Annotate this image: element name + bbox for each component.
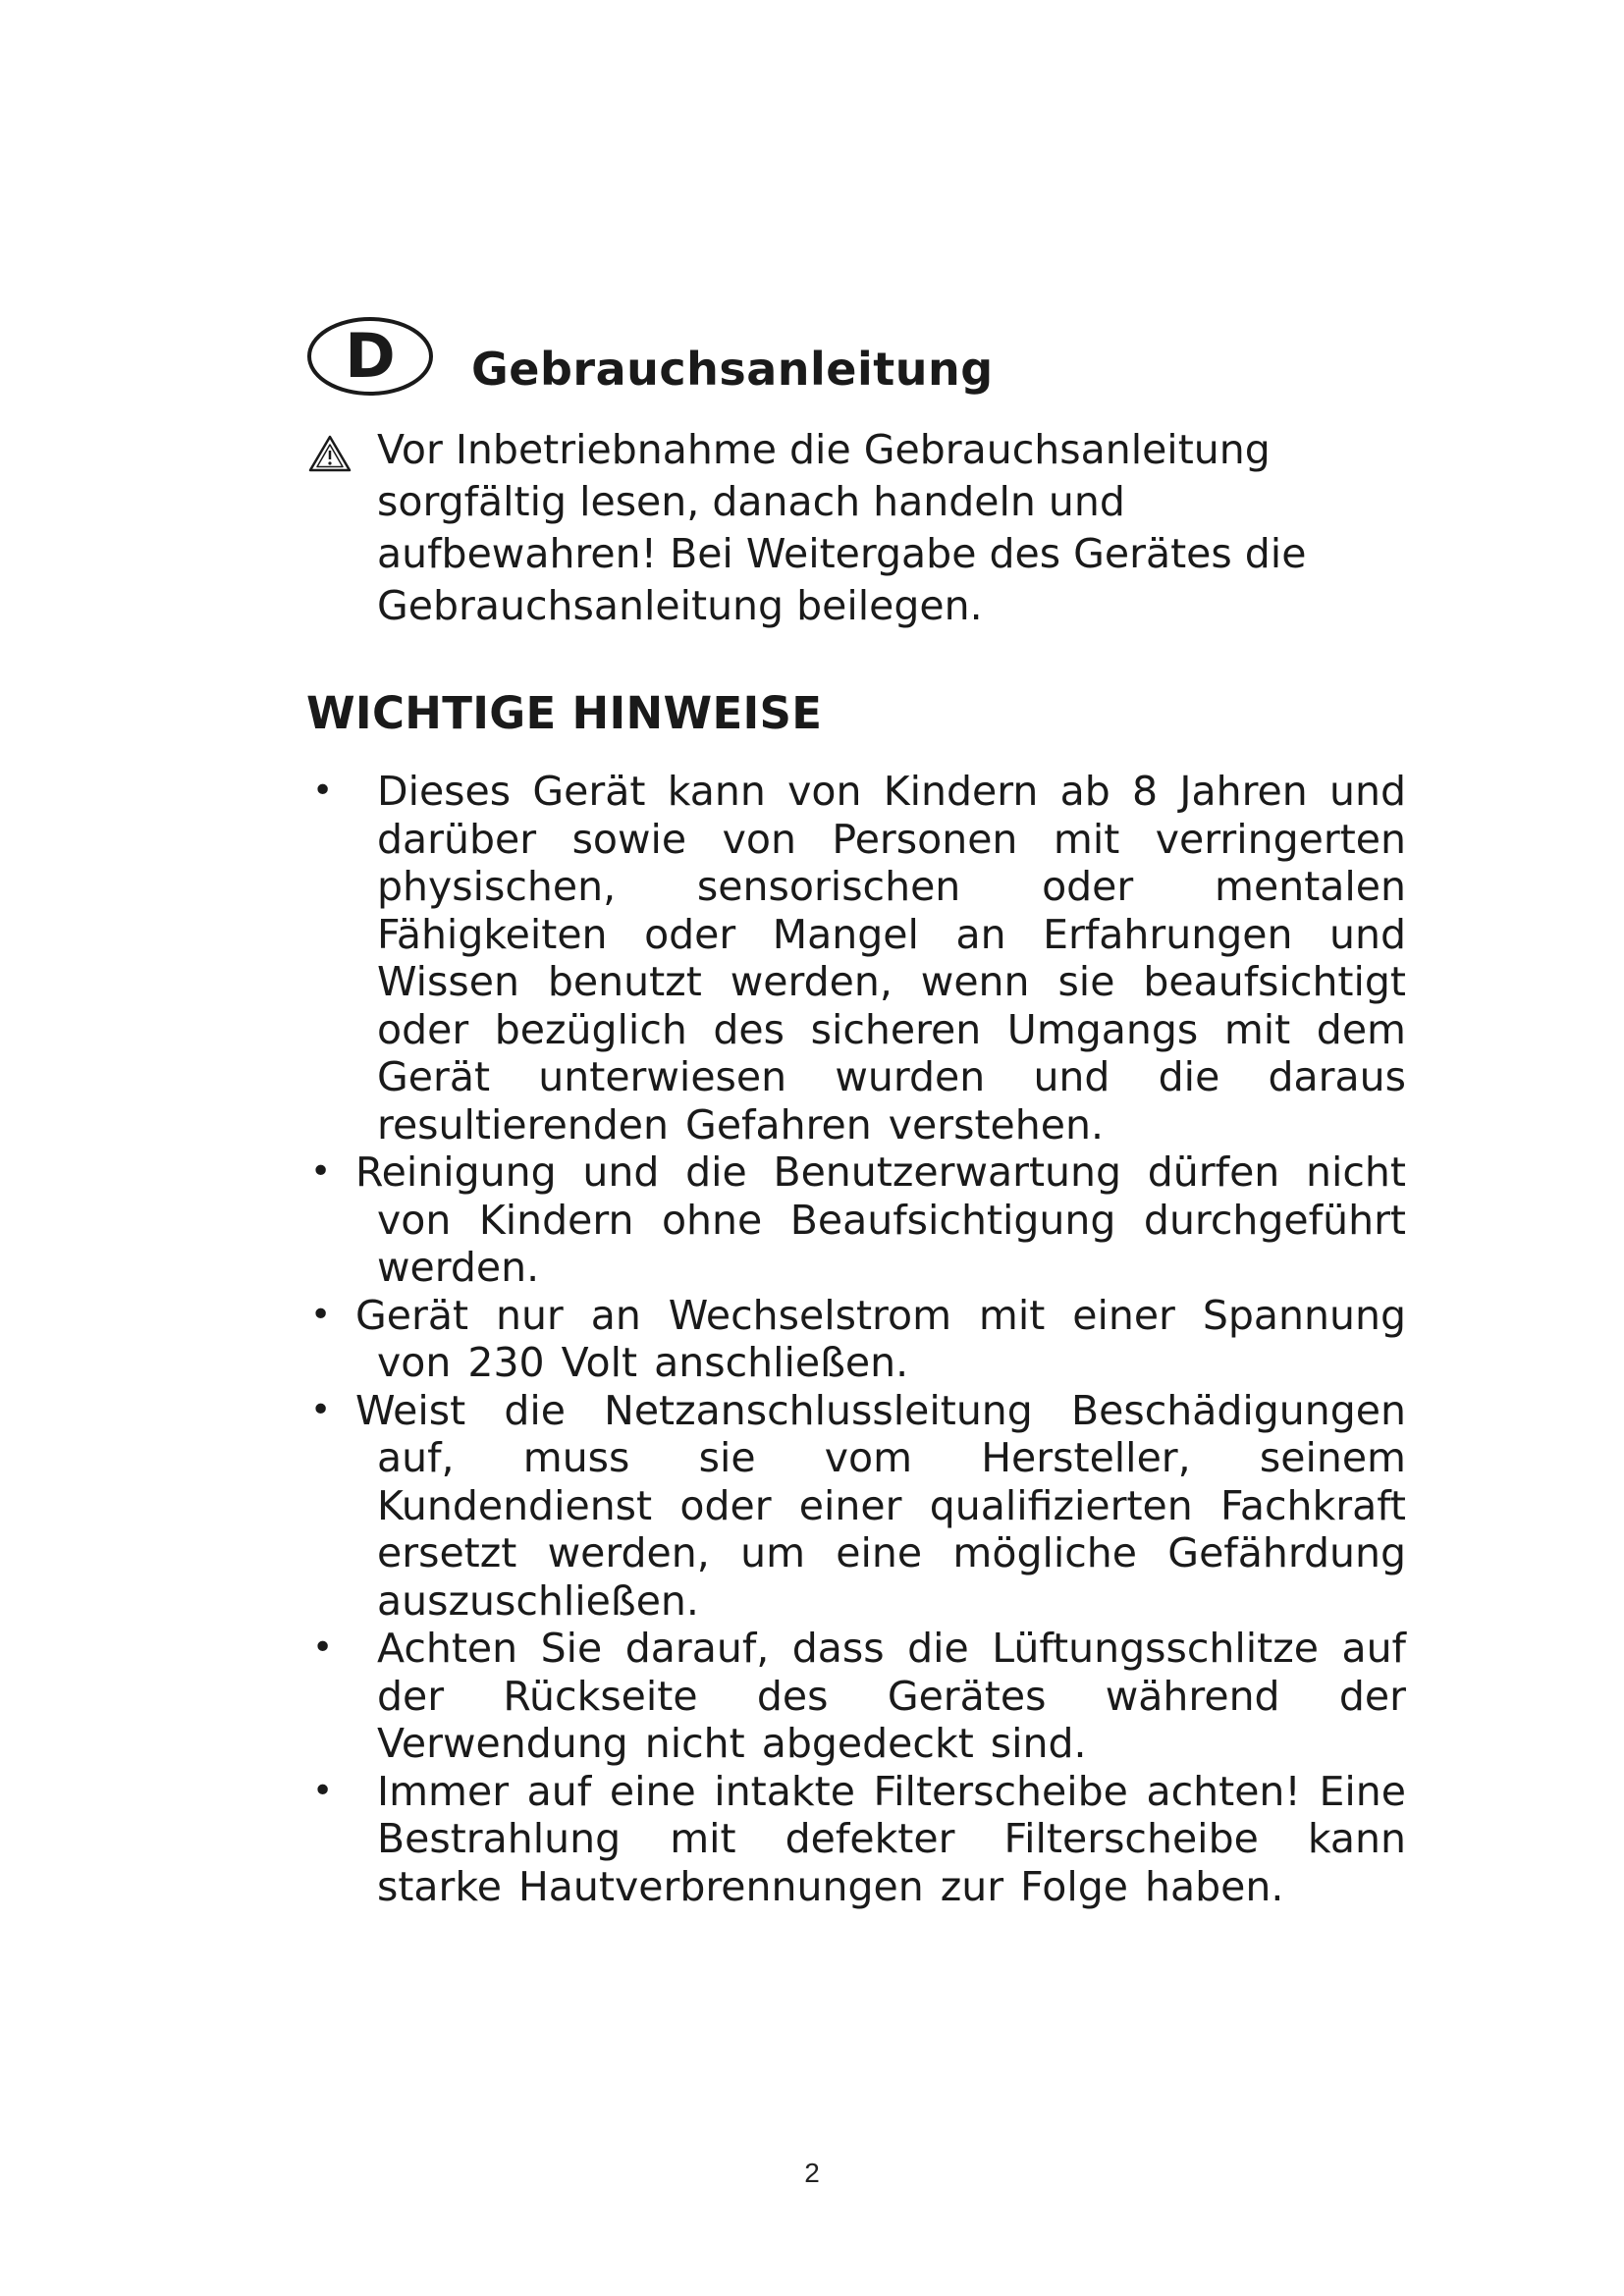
list-item	[306, 1292, 1406, 1387]
warning-triangle-icon	[308, 434, 352, 473]
country-badge-icon	[306, 316, 434, 397]
country-code: D	[345, 320, 396, 392]
bullet-icon: •	[312, 1628, 334, 1668]
bullet-icon: •	[312, 771, 334, 811]
note-lead: Gerät nur an Wechselstrom mit einer	[355, 1291, 1175, 1339]
bullet-icon: •	[310, 1151, 332, 1192]
list-item	[306, 1148, 1406, 1292]
document-title: Gebrauchsanleitung	[471, 343, 994, 396]
header	[306, 312, 994, 400]
list-item	[306, 768, 1406, 1148]
note-lead: Weist die Netzanschlussleitung	[355, 1386, 1033, 1434]
bullet-icon: •	[310, 1294, 332, 1335]
note-text: Immer auf eine intakte Filterscheibe achten! Eine Bestrahlung mit defekter Filterscheibe kann starke Hautverbrennungen zur Folge haben.	[377, 1767, 1406, 1910]
note-text: nicht von Kindern ohne Beaufsichtigung durchgeführt werden.	[377, 1148, 1406, 1291]
note-text: Beschädigungen auf, muss sie vom Hersteller, seinem Kundendienst oder einer qualifizierten Fachkraft ersetzt werden, um eine mögliche Gefährdung auszuschließen.	[377, 1386, 1406, 1625]
page-number: 2	[804, 2158, 820, 2188]
bullet-icon: •	[310, 1389, 332, 1430]
note-text: Achten Sie darauf, dass die Lüftungsschlitze auf der Rückseite des Gerätes während der Verwendung nicht abgedeckt sind.	[377, 1625, 1406, 1767]
note-text: Spannung von 230 Volt anschließen.	[377, 1291, 1406, 1386]
important-notes-list	[306, 768, 1406, 1910]
list-item	[306, 1625, 1406, 1768]
list-item	[306, 1387, 1406, 1626]
bullet-icon: •	[312, 1770, 334, 1811]
warning-text: Vor Inbetriebnahme die Gebrauchsanleitung sorgfältig lesen, danach handeln und aufbewahren! Bei Weitergabe des Gerätes die Gebrauchsanleitung beilegen.	[377, 426, 1307, 629]
section-heading: WICHTIGE HINWEISE	[306, 687, 823, 739]
list-item	[306, 1768, 1406, 1911]
note-lead: Reinigung und die Benutzerwartung dürfen	[355, 1148, 1280, 1196]
note-text: Dieses Gerät kann von Kindern ab 8 Jahren und darüber sowie von Personen mit verringerten physischen, sensorischen oder mentalen Fähigkeiten oder Mangel an Erfahrungen und Wissen benutzt werden, wenn sie beaufsichtigt oder bezüglich des sicheren Umgangs mit dem Gerät unterwiesen wurden und die daraus resultierenden Gefahren verstehen.	[377, 768, 1406, 1148]
